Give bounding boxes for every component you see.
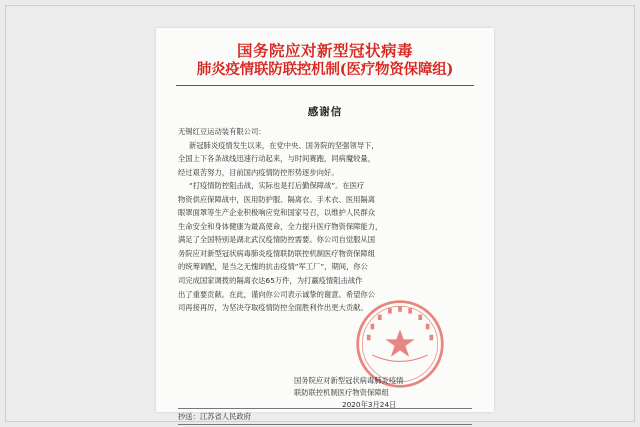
- paragraph-1: 新冠肺炎疫情发生以来，在党中央、国务院的坚强领导下， 全国上下各条战线迅速行动起来，与时间赛跑，同病魔较量， 经过艰苦努力，目前国内疫情防控形势逐步向好。: [178, 140, 379, 177]
- cc-divider-bottom: [178, 424, 472, 425]
- letterhead: [156, 41, 494, 79]
- letterhead-line-1: 国务院应对新型冠状病毒: [236, 41, 413, 60]
- signature-line-2: 联防联控机制医疗物资保障组: [294, 388, 389, 397]
- salutation: 无锡红豆运动装有限公司：: [178, 127, 266, 136]
- letter-document: [156, 28, 494, 421]
- letterhead-divider: [176, 85, 474, 86]
- image-frame: [5, 5, 635, 422]
- letter-title: 感谢信: [307, 106, 343, 118]
- cc-line: 抄送：江苏省人民政府: [178, 412, 251, 421]
- signature-date: 2020年3月24日: [342, 400, 397, 409]
- signature-block: [256, 375, 476, 411]
- signature-line-1: 国务院应对新型冠状病毒肺炎疫情: [294, 376, 404, 385]
- cc-divider-top: [178, 408, 472, 409]
- letter-body: [178, 125, 468, 315]
- paragraph-2: “打疫情防控阻击战，实际也是打后勤保障战”。在医疗 物资供应保障战中，医用防护服、隔离衣、手术衣、医用隔离 眼罩面罩等生产企业积极响应党和国家号召，以维护人民群众 生命安全和身体健康为最高使命，全力提升医疗物资保障能力， 满足了全国特别是湖北武汉疫情防控需要。你公司自觉服从国 务院应对新型冠状病毒肺炎疫情联防联控机制医疗物资保障组 的统筹调配，是当之无愧的抗击疫情“军工厂”，期间，你公 司完成国家调拨的隔离衣达65万件，为打赢疫情阻击战作 出了重要贡献。在此，谨向你公司表示诚挚的谢意。希望你公 司再接再厉，为坚决夺取疫情防控全面胜利作出更大贡献。: [178, 181, 383, 313]
- letterhead-line-2: 肺炎疫情联防联控机制(医疗物资保障组): [196, 61, 454, 78]
